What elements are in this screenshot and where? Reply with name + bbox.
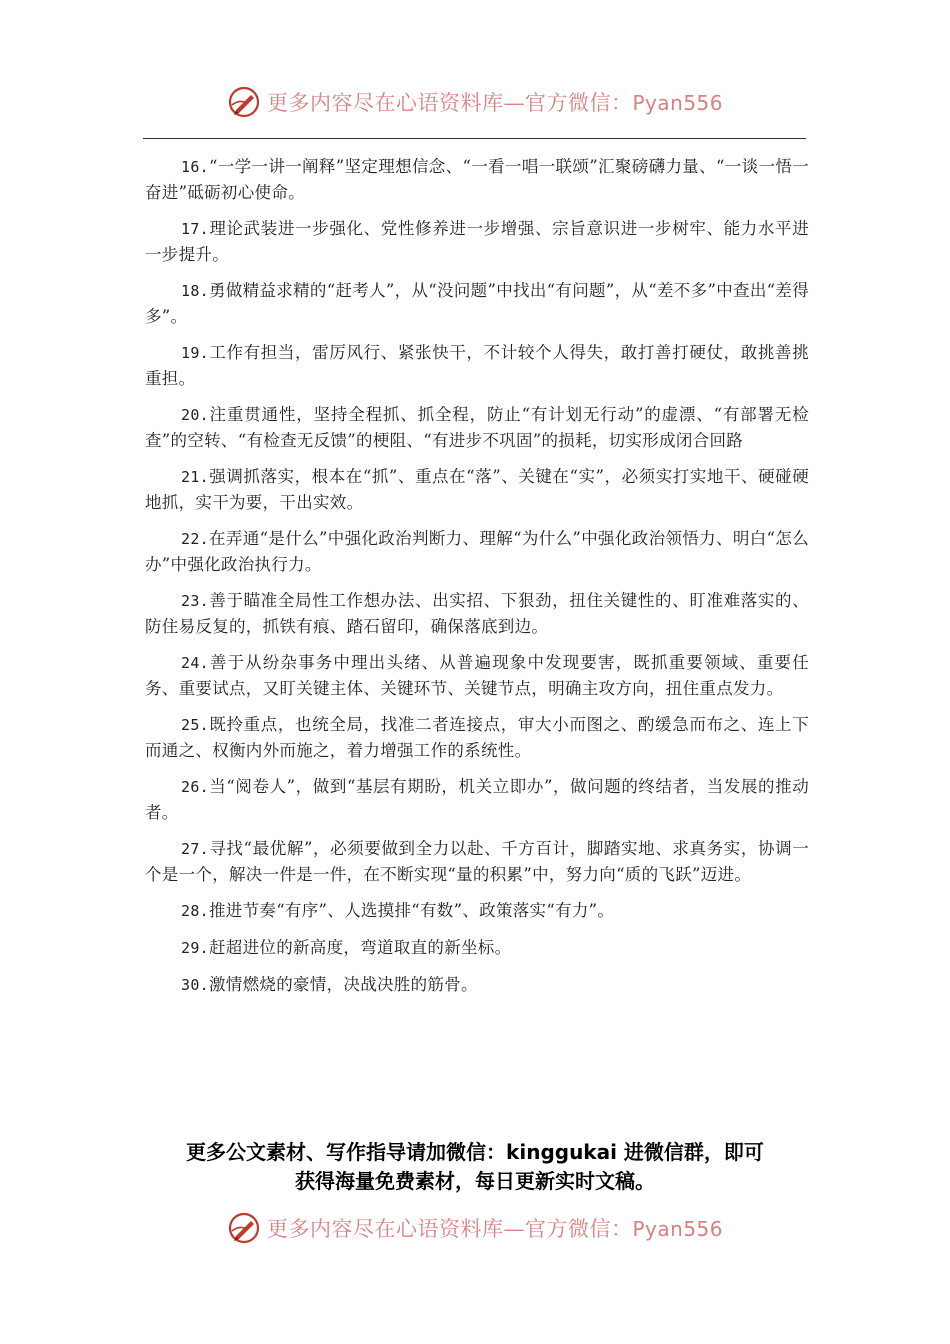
header-divider	[143, 138, 806, 139]
list-item: 29.赶超进位的新高度，弯道取直的新坐标。	[181, 938, 512, 957]
list-item: 25.既拎重点，也统全局，找准二者连接点，审大小而图之、酌缓急而布之、连上下而通之、权衡内外而施之，着力增强工作的系统性。	[145, 715, 809, 760]
promo-notice	[120, 1138, 830, 1196]
list-item: 20.注重贯通性，坚持全程抓、抓全程，防止“有计划无行动”的虚漂、“有部署无检查”的空转、“有检查无反馈”的梗阻、“有进步不巩固”的损耗，切实形成闭合回路	[145, 405, 809, 450]
list-item: 19.工作有担当，雷厉风行、紧张快干，不计较个人得失，敢打善打硬仗，敢挑善挑重担。	[145, 343, 809, 388]
list-item: 24.善于从纷杂事务中理出头绪、从普遍现象中发现要害，既抓重要领域、重要任务、重要试点，又盯关键主体、关键环节、关键节点，明确主攻方向，扭住重点发力。	[145, 653, 809, 698]
promo-line-1: 更多公文素材、写作指导请加微信：kinggukai 进微信群，即可	[186, 1140, 764, 1164]
header-banner	[0, 82, 950, 122]
list-item: 30.激情燃烧的豪情，决战决胜的筋骨。	[181, 975, 478, 994]
pen-logo-icon	[227, 85, 261, 119]
header-banner-text: 更多内容尽在心语资料库—官方微信：Pyan556	[266, 91, 723, 115]
list-item: 18.勇做精益求精的“赶考人”，从“没问题”中找出“有问题”，从“差不多”中查出“差得多”。	[145, 281, 809, 326]
list-item: 17.理论武装进一步强化、党性修养进一步增强、宗旨意识进一步树牢、能力水平进一步提升。	[145, 219, 809, 264]
document-body	[145, 154, 809, 1009]
list-item: 16.“一学一讲一阐释”坚定理想信念、“一看一唱一联颂”汇聚磅礴力量、“一谈一悟一奋进”砥砺初心使命。	[145, 157, 809, 202]
list-item: 28.推进节奏“有序”、人选摸排“有数”、政策落实“有力”。	[181, 901, 615, 920]
list-item: 21.强调抓落实，根本在“抓”、重点在“落”、关键在“实”，必须实打实地干、硬碰硬地抓，实干为要，干出实效。	[145, 467, 809, 512]
list-item: 23.善于瞄准全局性工作想办法、出实招、下狠劲，扭住关键性的、盯准难落实的、防住易反复的，抓铁有痕、踏石留印，确保落底到边。	[145, 591, 809, 636]
list-item: 22.在弄通“是什么”中强化政治判断力、理解“为什么”中强化政治领悟力、明白“怎么办”中强化政治执行力。	[145, 529, 809, 574]
promo-line-2: 获得海量免费素材，每日更新实时文稿。	[295, 1169, 655, 1193]
footer-banner-text: 更多内容尽在心语资料库—官方微信：Pyan556	[266, 1217, 723, 1241]
pen-logo-icon	[227, 1211, 261, 1245]
list-item: 27.寻找“最优解”，必须要做到全力以赴、千方百计，脚踏实地、求真务实，协调一个是一个，解决一件是一件，在不断实现“量的积累”中，努力向“质的飞跃”迈进。	[145, 839, 809, 884]
list-item: 26.当“阅卷人”，做到“基层有期盼，机关立即办”，做问题的终结者，当发展的推动者。	[145, 777, 809, 822]
footer-banner	[0, 1208, 950, 1248]
